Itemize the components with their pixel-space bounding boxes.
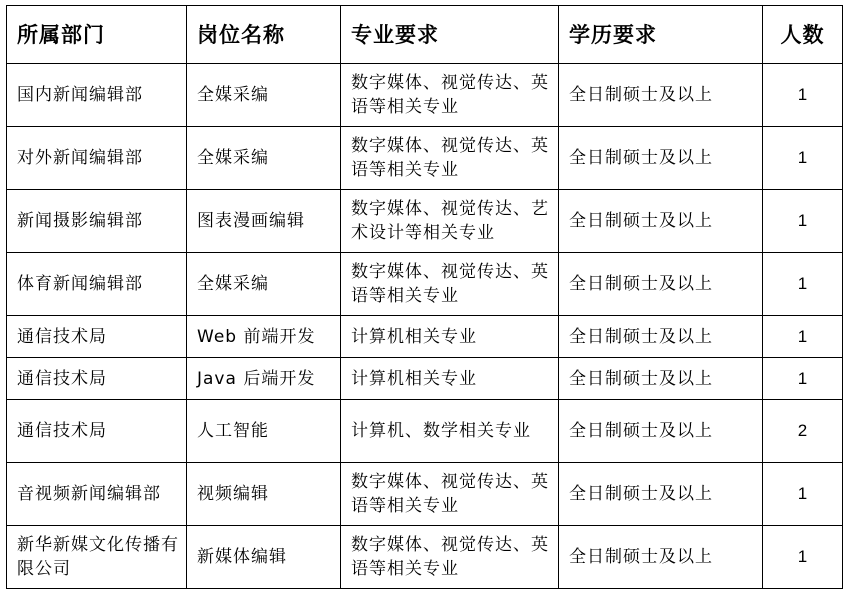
cell-position: 新媒体编辑 [187,526,341,589]
cell-major: 数字媒体、视觉传达、艺术设计等相关专业 [341,190,559,253]
cell-position: 全媒采编 [187,253,341,316]
cell-education: 全日制硕士及以上 [559,316,763,358]
cell-major: 数字媒体、视觉传达、英语等相关专业 [341,64,559,127]
cell-department: 对外新闻编辑部 [7,127,187,190]
recruitment-table [6,5,843,589]
cell-major: 数字媒体、视觉传达、英语等相关专业 [341,463,559,526]
cell-count: 1 [763,526,843,589]
cell-department: 体育新闻编辑部 [7,253,187,316]
header-major: 专业要求 [341,6,559,64]
cell-major: 计算机相关专业 [341,316,559,358]
cell-education: 全日制硕士及以上 [559,253,763,316]
cell-position: 人工智能 [187,400,341,463]
cell-major: 计算机相关专业 [341,358,559,400]
cell-count: 1 [763,316,843,358]
table-row [7,127,843,190]
cell-major: 数字媒体、视觉传达、英语等相关专业 [341,526,559,589]
cell-department: 通信技术局 [7,358,187,400]
header-count: 人数 [763,6,843,64]
table-row [7,190,843,253]
cell-count: 1 [763,253,843,316]
cell-count: 2 [763,400,843,463]
cell-department: 新闻摄影编辑部 [7,190,187,253]
table-header-row [7,6,843,64]
table-row [7,316,843,358]
cell-education: 全日制硕士及以上 [559,400,763,463]
cell-major: 数字媒体、视觉传达、英语等相关专业 [341,127,559,190]
cell-education: 全日制硕士及以上 [559,463,763,526]
cell-department: 音视频新闻编辑部 [7,463,187,526]
cell-count: 1 [763,463,843,526]
header-education: 学历要求 [559,6,763,64]
cell-count: 1 [763,190,843,253]
cell-position: 全媒采编 [187,64,341,127]
cell-education: 全日制硕士及以上 [559,64,763,127]
cell-education: 全日制硕士及以上 [559,127,763,190]
table-row [7,463,843,526]
cell-position: Web 前端开发 [187,316,341,358]
cell-department: 国内新闻编辑部 [7,64,187,127]
header-position: 岗位名称 [187,6,341,64]
cell-education: 全日制硕士及以上 [559,526,763,589]
cell-major: 数字媒体、视觉传达、英语等相关专业 [341,253,559,316]
table-row [7,526,843,589]
cell-major: 计算机、数学相关专业 [341,400,559,463]
cell-education: 全日制硕士及以上 [559,358,763,400]
cell-education: 全日制硕士及以上 [559,190,763,253]
header-department: 所属部门 [7,6,187,64]
cell-position: 图表漫画编辑 [187,190,341,253]
cell-department: 通信技术局 [7,400,187,463]
table-row [7,400,843,463]
cell-department: 通信技术局 [7,316,187,358]
cell-department: 新华新媒文化传播有限公司 [7,526,187,589]
cell-position: 全媒采编 [187,127,341,190]
table-row [7,253,843,316]
table-row [7,64,843,127]
cell-position: 视频编辑 [187,463,341,526]
cell-count: 1 [763,64,843,127]
table-row [7,358,843,400]
cell-position: Java 后端开发 [187,358,341,400]
cell-count: 1 [763,127,843,190]
cell-count: 1 [763,358,843,400]
